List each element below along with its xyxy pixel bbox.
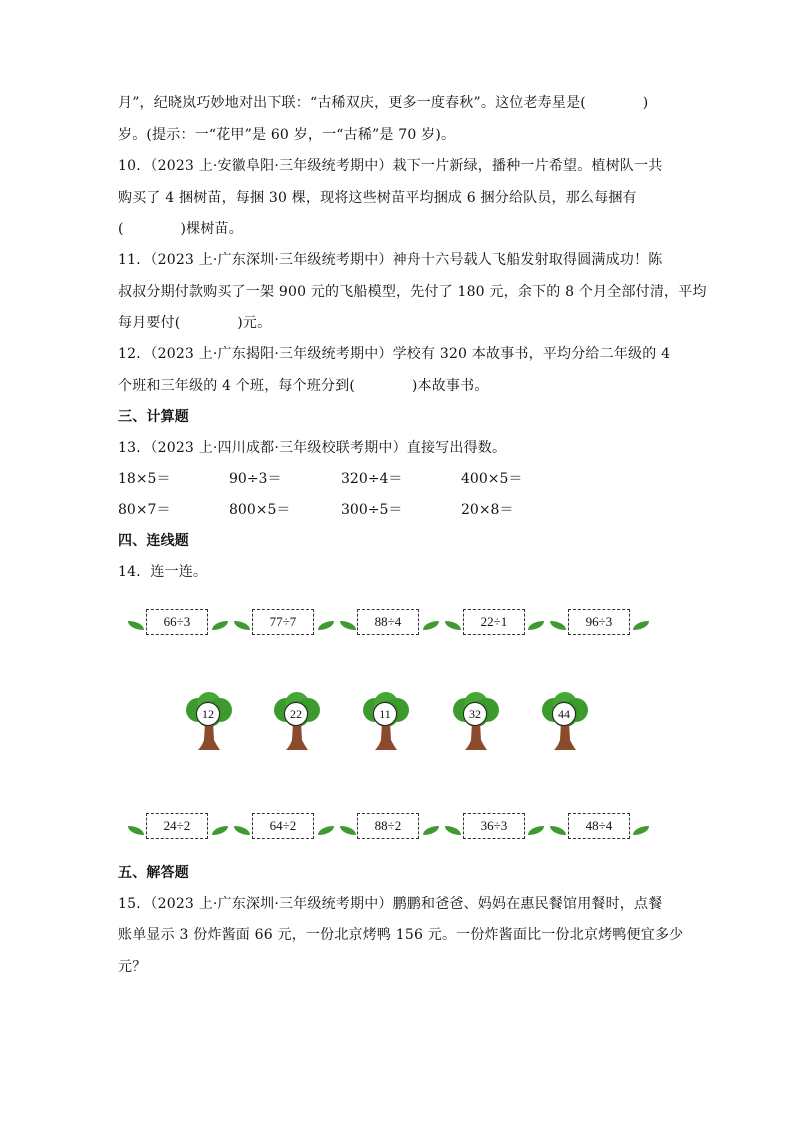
q12-line-1: 12．（2023 上·广东揭阳·三年级统考期中）学校有 320 本故事书，平均分给二年级的 4 [118,346,671,362]
leaf-icon [445,826,461,835]
leaf-icon [318,621,334,630]
division-box-bottom[interactable]: 36÷3 [463,813,525,839]
tree-icon[interactable] [270,692,324,752]
leaf-icon [128,826,144,835]
leaf-icon [340,826,356,835]
q13-prompt: 13．（2023 上·四川成都·三年级校联考期中）直接写出得数。 [118,440,507,456]
calc-item: 20×8＝ [461,502,514,518]
section-heading-calc: 三、计算题 [118,409,189,425]
tree-number: 22 [284,702,308,726]
leaf-icon [633,826,649,835]
q10-line-1: 10．（2023 上·安徽阜阳·三年级统考期中）栽下一片新绿，播种一片希望。植树队一共 [118,158,663,174]
leaf-icon [318,826,334,835]
tree-number: 11 [373,702,397,726]
division-box-top[interactable]: 96÷3 [568,609,630,635]
leaf-icon [234,621,250,630]
q14-prompt: 14．连一连。 [118,564,208,580]
division-box-top[interactable]: 77÷7 [252,609,314,635]
q9-line-2: 岁。(提示：一“花甲”是 60 岁，一“古稀”是 70 岁)。 [118,127,456,143]
leaf-icon [128,621,144,630]
q11-line-3: 每月要付( )元。 [118,315,272,331]
calc-item: 300÷5＝ [341,502,403,518]
calc-item: 400×5＝ [461,471,523,487]
q15-line-1: 15．（2023 上·广东深圳·三年级统考期中）鹏鹏和爸爸、妈妈在惠民餐馆用餐时，点餐 [118,896,663,912]
section-heading-solve: 五、解答题 [118,865,189,881]
division-box-bottom[interactable]: 64÷2 [252,813,314,839]
leaf-icon [445,621,461,630]
leaf-icon [212,826,228,835]
division-box-top[interactable]: 88÷4 [357,609,419,635]
calc-item: 90÷3＝ [229,471,282,487]
tree-number: 44 [552,702,576,726]
leaf-icon [423,621,439,630]
leaf-icon [423,826,439,835]
q9-line-1: 月”，纪晓岚巧妙地对出下联：“古稀双庆，更多一度春秋”。这位老寿星是( ) [118,95,649,111]
calc-item: 320÷4＝ [341,471,403,487]
tree-number: 32 [463,702,487,726]
leaf-icon [633,621,649,630]
q10-line-3: ( )棵树苗。 [118,221,243,237]
calc-item: 800×5＝ [229,502,291,518]
q11-line-2: 叔叔分期付款购买了一架 900 元的飞船模型，先付了 180 元，余下的 8 个月全部付清，平均 [118,284,707,300]
calc-item: 80×7＝ [118,502,171,518]
leaf-icon [340,621,356,630]
division-box-bottom[interactable]: 88÷2 [357,813,419,839]
division-box-top[interactable]: 22÷1 [463,609,525,635]
division-box-bottom[interactable]: 48÷4 [568,813,630,839]
q10-line-2: 购买了 4 捆树苗，每捆 30 棵，现将这些树苗平均捆成 6 捆分给队员，那么每捆有 [118,190,637,206]
leaf-icon [212,621,228,630]
leaf-icon [550,621,566,630]
tree-icon[interactable] [359,692,413,752]
calc-item: 18×5＝ [118,471,171,487]
leaf-icon [550,826,566,835]
leaf-icon [528,826,544,835]
leaf-icon [234,826,250,835]
q15-line-2: 账单显示 3 份炸酱面 66 元，一份北京烤鸭 156 元。一份炸酱面比一份北京烤鸭便宜多少 [118,927,684,943]
tree-icon[interactable] [449,692,503,752]
leaf-icon [528,621,544,630]
division-box-bottom[interactable]: 24÷2 [146,813,208,839]
tree-icon[interactable] [182,692,236,752]
tree-number: 12 [196,702,220,726]
tree-icon[interactable] [538,692,592,752]
q11-line-1: 11．（2023 上·广东深圳·三年级统考期中）神舟十六号载人飞船发射取得圆满成功！陈 [118,252,663,268]
division-box-top[interactable]: 66÷3 [146,609,208,635]
q15-line-3: 元？ [118,959,147,975]
q12-line-2: 个班和三年级的 4 个班，每个班分到( )本故事书。 [118,378,489,394]
section-heading-match: 四、连线题 [118,533,189,549]
